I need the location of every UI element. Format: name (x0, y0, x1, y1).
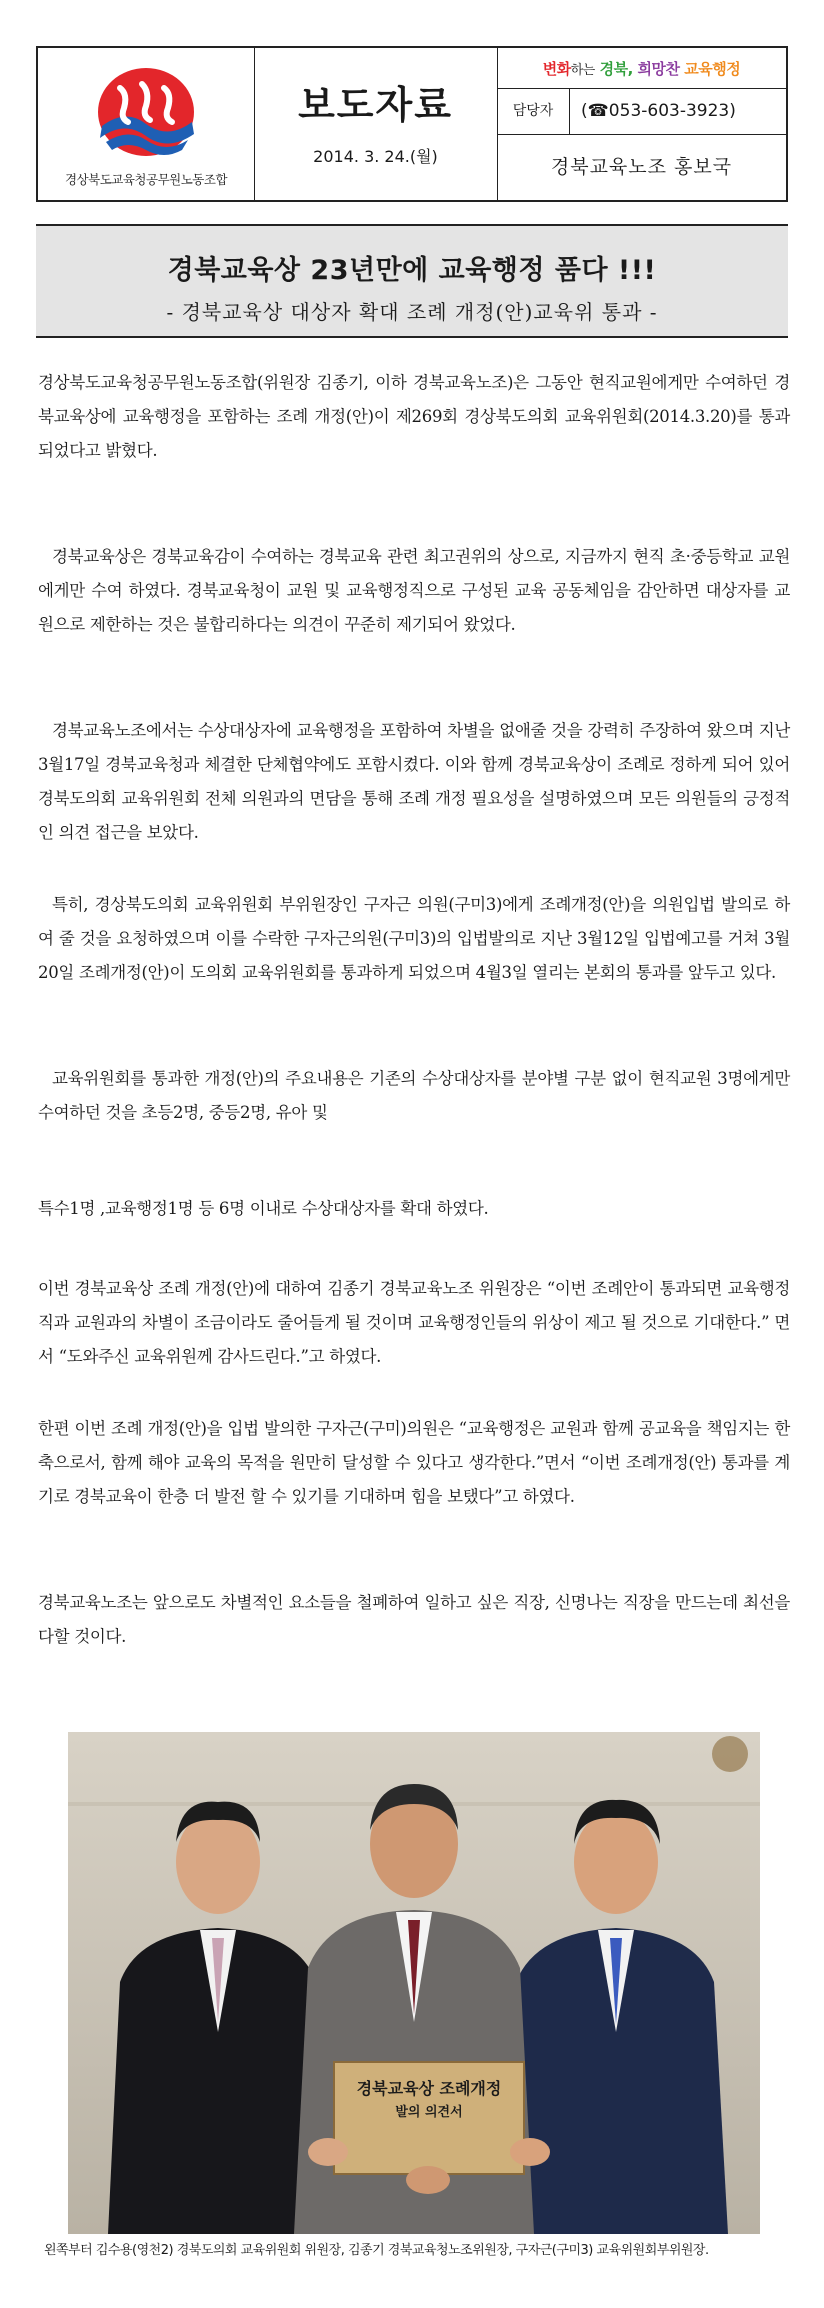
contact-row (497, 88, 786, 135)
slogan-row (497, 48, 786, 89)
slogan-part: 교육행정 (684, 60, 741, 78)
org-name: 경상북도교육청공무원노동조합 (64, 172, 228, 187)
headline-subtitle: - 경북교육상 대상자 확대 조례 개정(안)교육위 통과 - (166, 300, 658, 324)
logo-cell (38, 48, 255, 200)
slogan-part: 하는 (570, 63, 595, 78)
info-cell (497, 48, 786, 200)
contact-label: 담당자 (497, 88, 570, 134)
press-date: 2014. 3. 24.(월) (313, 147, 438, 166)
body-paragraph: 특수1명 ,교육행정1명 등 6명 이내로 수상대상자를 확대 하였다. (38, 1199, 489, 1218)
slogan-part: 경북, (599, 60, 633, 78)
body-paragraph: 교육위원회를 통과한 개정(안)의 주요내용은 기존의 수상대상자를 분야별 구분 없이 현직교원 3명에게만 수여하던 것을 초등2명, 중등2명, 유아 및 (38, 1069, 790, 1122)
headline-title: 경북교육상 23년만에 교육행정 품다 !!! (167, 255, 657, 286)
body-paragraph: 경상북도교육청공무원노동조합(위원장 김종기, 이하 경북교육노조)은 그동안 현직교원에게만 수여하던 경북교육상에 교육행정을 포함하는 조례 개정(안)이 제269회 경상북도의회 교육위원회(2014.3.20)를 통과 되었다고 밝혔다. (38, 373, 790, 460)
contact-phone: (☎053-603-3923) (581, 101, 736, 121)
photo-caption: 왼쪽부터 김수용(영천2) 경북도의회 교육위원회 위원장, 김종기 경북교육청노조위원장, 구자근(구미3) 교육위원회부위원장. (44, 2243, 709, 2258)
slogan (497, 58, 786, 79)
body-paragraph: 특히, 경상북도의회 교육위원회 부위원장인 구자근 의원(구미3)에게 조례개정(안)을 의원입법 발의로 하여 줄 것을 요청하였으며 이를 수락한 구자근의원(구미3)의 입법발의로 지난 3월12일 입법예고를 거쳐 3월20일 조례개정(안)이 도의회 교육위원회를 통과하게 되었으며 4월3일 열리는 본회의 통과를 앞두고 있다. (38, 895, 790, 982)
slogan-part: 변화 (542, 60, 571, 78)
body-paragraph: 경북교육노조는 앞으로도 차별적인 요소들을 철폐하여 일하고 싶은 직장, 신명나는 직장을 만드는데 최선을 다할 것이다. (38, 1593, 790, 1646)
union-logo (76, 64, 216, 164)
press-header-table (36, 46, 788, 202)
group-photo-illustration (68, 1732, 760, 2234)
group-photo (68, 1732, 760, 2234)
body-paragraph: 한편 이번 조례 개정(안)을 입법 발의한 구자근(구미)의원은 “교육행정은 교원과 함께 공교육을 책임지는 한축으로서, 함께 해야 교육의 목적을 원만히 달성할 수 있다고 생각한다.”면서 “이번 조례개정(안) 통과를 계기로 경북교육이 한층 더 발전 할 수 있기를 기대하며 힘을 보탰다”고 하였다. (38, 1419, 790, 1506)
headline-box (36, 224, 788, 338)
title-cell (254, 48, 498, 200)
union-logo-icon (76, 64, 216, 164)
sign-line1: 경북교육상 조례개정 (356, 2079, 502, 2098)
sign-text (334, 2076, 524, 2124)
press-release-title: 보도자료 (298, 83, 453, 127)
sign-line2: 발의 의견서 (395, 2105, 463, 2120)
department: 경북교육노조 홍보국 (550, 156, 733, 178)
body-paragraph: 경북교육상은 경북교육감이 수여하는 경북교육 관련 최고권위의 상으로, 지금까지 현직 초·중등학교 교원에게만 수여 하였다. 경북교육청이 교원 및 교육행정직으로 구성된 교육 공동체임을 감안하면 대상자를 교원으로 제한하는 것은 불합리하다는 의견이 꾸준히 제기되어 왔었다. (38, 547, 790, 634)
body-paragraph: 경북교육노조에서는 수상대상자에 교육행정을 포함하여 차별을 없애줄 것을 강력히 주장하여 왔으며 지난 3월17일 경북교육청과 체결한 단체협약에도 포함시켰다. 이와 함께 경북교육상이 조례로 정하게 되어 있어 경북도의회 교육위원회 전체 의원과의 면담을 통해 조례 개정 필요성을 설명하였으며 모든 의원들의 긍정적인 의견 접근을 보았다. (38, 721, 790, 842)
body-paragraph: 이번 경북교육상 조례 개정(안)에 대하여 김종기 경북교육노조 위원장은 “이번 조례안이 통과되면 교육행정직과 교원과의 차별이 조금이라도 줄어들게 될 것이며 교육행정인들의 위상이 제고 될 것으로 기대한다.” 면서 “도와주신 교육위원께 감사드린다.”고 하였다. (38, 1279, 790, 1366)
slogan-part: 희망찬 (637, 60, 680, 78)
